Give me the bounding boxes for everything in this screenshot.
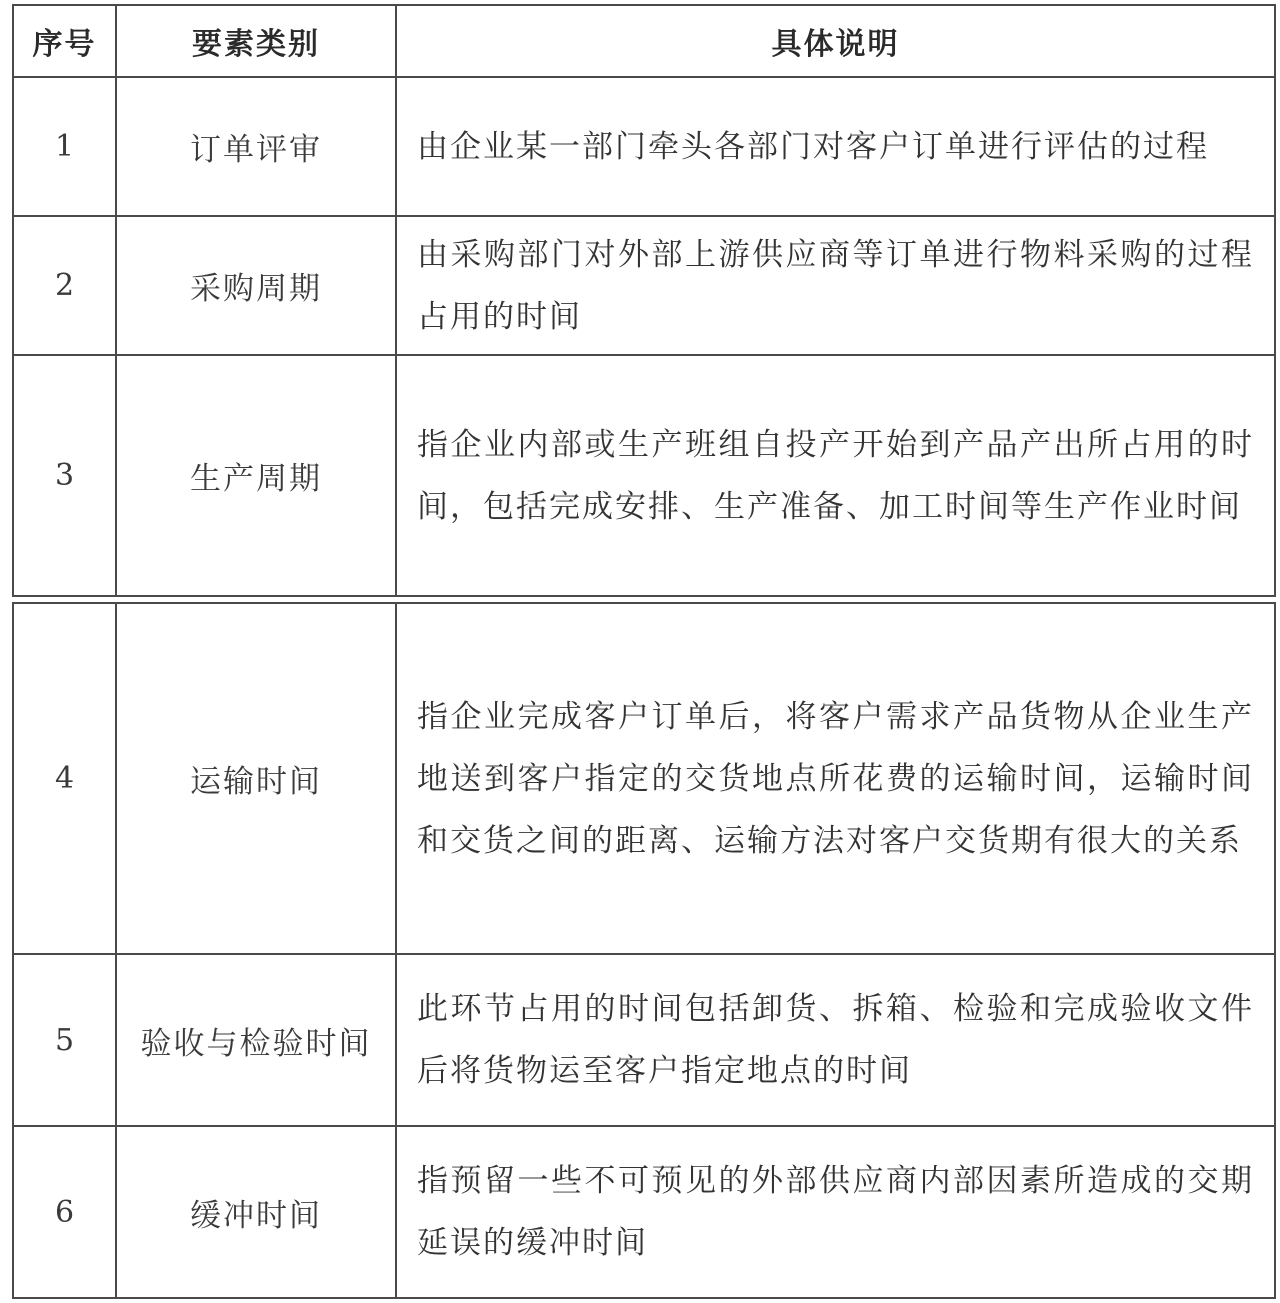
row-description: 由采购部门对外部上游供应商等订单进行物料采购的过程占用的时间 bbox=[396, 216, 1275, 355]
row-description: 指企业内部或生产班组自投产开始到产品产出所占用的时间，包括完成安排、生产准备、加工时间等生产作业时间 bbox=[396, 355, 1275, 596]
row-description: 此环节占用的时间包括卸货、拆箱、检验和完成验收文件后将货物运至客户指定地点的时间 bbox=[396, 954, 1275, 1126]
row-category: 缓冲时间 bbox=[116, 1126, 396, 1298]
table-row bbox=[13, 1126, 1275, 1298]
row-category: 验收与检验时间 bbox=[116, 954, 396, 1126]
document-sheet bbox=[12, 4, 1274, 1294]
table-row bbox=[13, 603, 1275, 954]
row-number: 6 bbox=[13, 1126, 116, 1298]
row-description: 指预留一些不可预见的外部供应商内部因素所造成的交期延误的缓冲时间 bbox=[396, 1126, 1275, 1298]
row-category: 采购周期 bbox=[116, 216, 396, 355]
header-no: 序号 bbox=[13, 5, 116, 77]
row-description: 指企业完成客户订单后，将客户需求产品货物从企业生产地送到客户指定的交货地点所花费的运输时间，运输时间和交货之间的距离、运输方法对客户交货期有很大的关系 bbox=[396, 603, 1275, 954]
row-number: 5 bbox=[13, 954, 116, 1126]
table-row bbox=[13, 77, 1275, 216]
row-description: 由企业某一部门牵头各部门对客户订单进行评估的过程 bbox=[396, 77, 1275, 216]
row-category: 订单评审 bbox=[116, 77, 396, 216]
table-row bbox=[13, 355, 1275, 596]
header-category: 要素类别 bbox=[116, 5, 396, 77]
row-number: 2 bbox=[13, 216, 116, 355]
table-row bbox=[13, 216, 1275, 355]
row-number: 4 bbox=[13, 603, 116, 954]
table-row bbox=[13, 954, 1275, 1126]
header-description: 具体说明 bbox=[396, 5, 1275, 77]
row-category: 运输时间 bbox=[116, 603, 396, 954]
elements-table-part-1 bbox=[12, 4, 1276, 597]
row-category: 生产周期 bbox=[116, 355, 396, 596]
row-number: 3 bbox=[13, 355, 116, 596]
table-header-row bbox=[13, 5, 1275, 77]
elements-table-part-2 bbox=[12, 602, 1276, 1299]
row-number: 1 bbox=[13, 77, 116, 216]
